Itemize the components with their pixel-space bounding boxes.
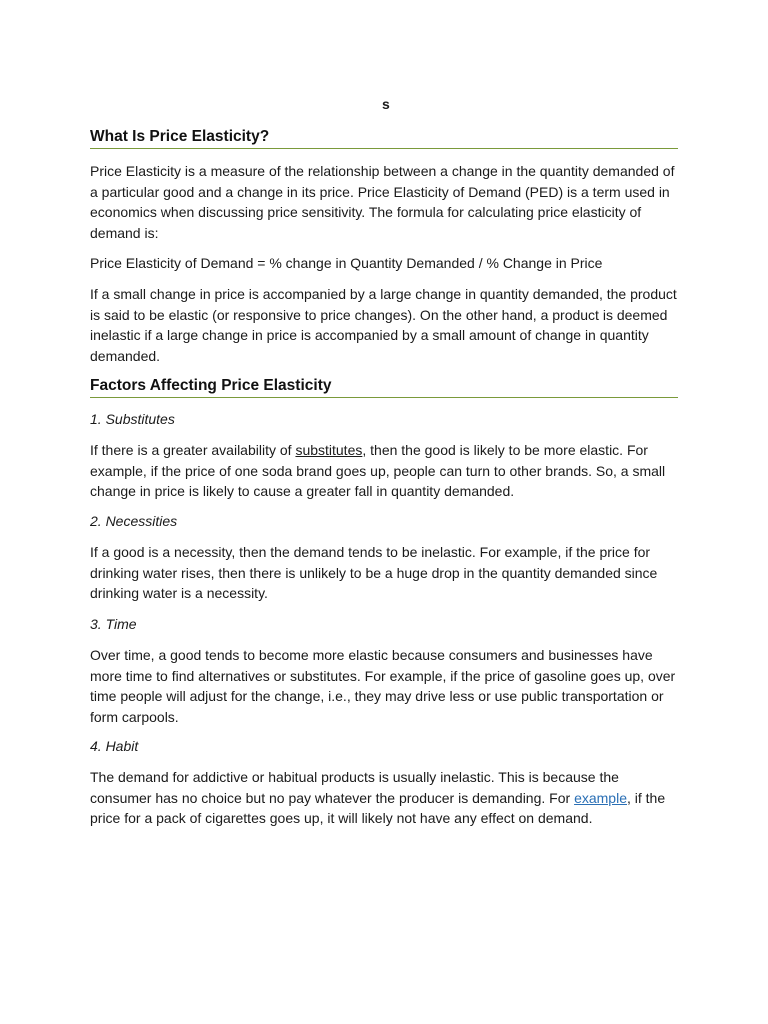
- top-letter: s: [382, 96, 390, 112]
- factor-text-habit: [90, 767, 680, 829]
- factor-text-necessities: If a good is a necessity, then the demand tends to be inelastic. For example, if the price for drinking water rises, then there is unlikely to be a huge drop in the quantity demanded since drinking water is a necessity.: [90, 544, 658, 601]
- factor-title-habit: 4. Habit: [90, 738, 139, 754]
- factor-text-substitutes-end: , then the good is likely to be more elastic. For example, if the price of one soda brand goes up, people can turn to other brands. So, a small change in price is likely to cause a greater fall in quantity demanded.: [90, 442, 666, 499]
- substitutes-underlined: substitutes: [295, 442, 363, 458]
- factor-text-substitutes: [90, 440, 680, 502]
- factor-text-habit-start: The demand for addictive or habitual products is usually inelastic. This is because the consumer has no choice but no pay whatever the producer is demanding. For: [90, 769, 619, 806]
- factor-text-habit-end: , if the price for a pack of cigarettes goes up, it will likely not have any effect on demand.: [90, 789, 666, 826]
- section-heading-factors: Factors Affecting Price Elasticity: [90, 377, 678, 398]
- factor-title-substitutes: 1. Substitutes: [90, 411, 175, 427]
- factor-text-substitutes-start: If there is a greater availability of: [90, 442, 296, 458]
- paragraph-formula: Price Elasticity of Demand = % change in Quantity Demanded / % Change in Price: [90, 255, 603, 271]
- factor-text-time: Over time, a good tends to become more elastic because consumers and businesses have more time to find alternatives or substitutes. For example, if the price of gasoline goes up, over time people will adjust for the change, i.e., they may drive less or use public transportation or form carpools.: [90, 647, 676, 725]
- factor-title-time: 3. Time: [90, 616, 137, 632]
- paragraph-elastic-inelastic: If a small change in price is accompanied by a large change in quantity demanded, the product is said to be elastic (or responsive to price changes). On the other hand, a product is deemed inelastic if a large change in price is accompanied by a small amount of change in quantity demanded.: [90, 286, 677, 364]
- factor-title-necessities: 2. Necessities: [90, 513, 178, 529]
- example-link[interactable]: example: [574, 789, 627, 806]
- section-heading-price-elasticity: What Is Price Elasticity?: [90, 128, 678, 149]
- paragraph-definition: Price Elasticity is a measure of the relationship between a change in the quantity demanded of a particular good and a change in its price. Price Elasticity of Demand (PED) is a term used in economics when discussing price sensitivity. The formula for calculating price elasticity of demand is:: [90, 163, 675, 241]
